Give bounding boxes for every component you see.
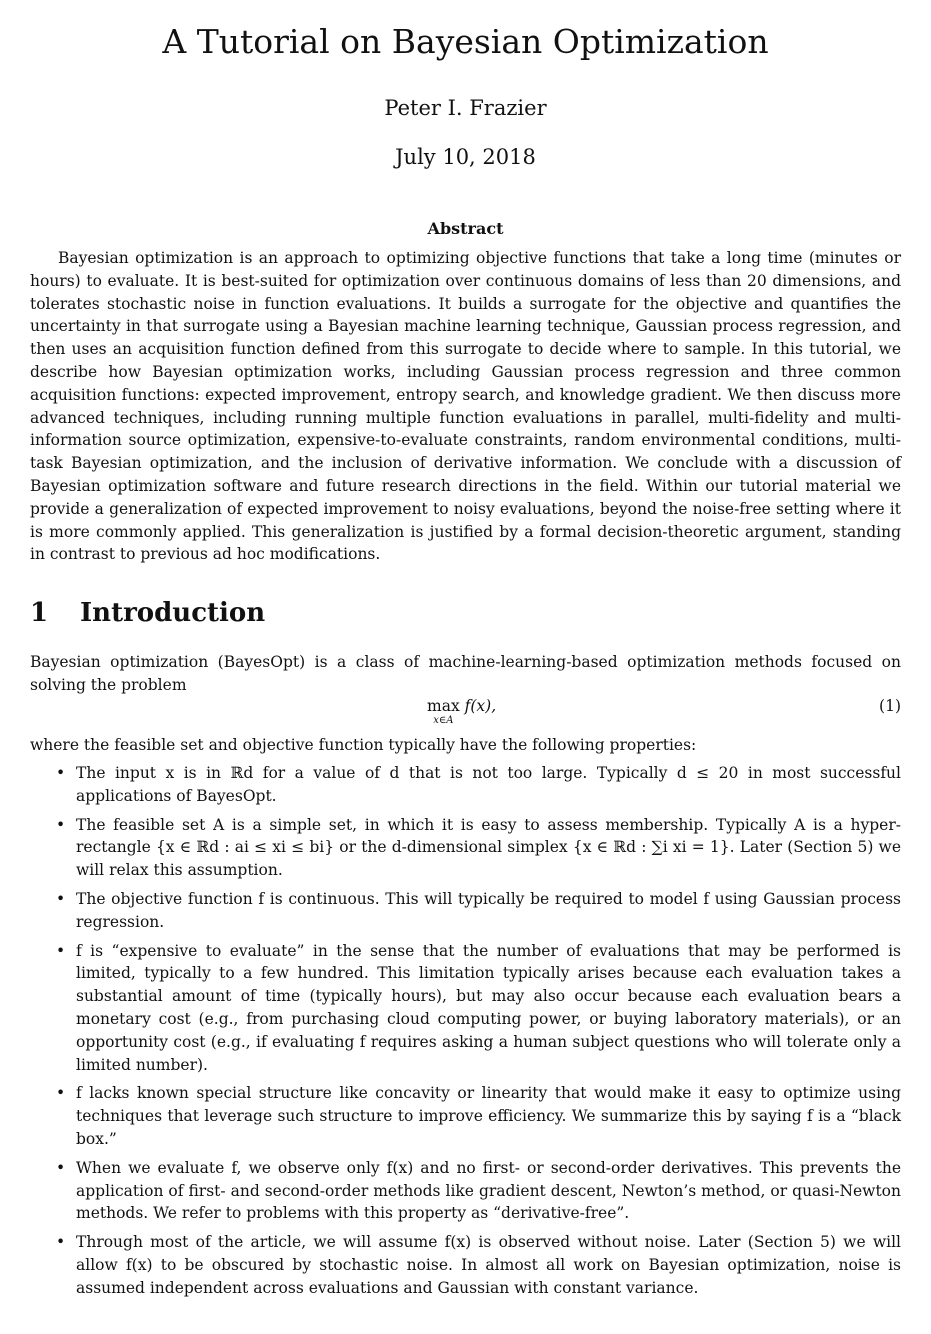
list-item-text: f lacks known special structure like concavity or linearity that would make it easy to optimize using techniques that leverage such structure to improve efficiency. We summarize this by saying f is a “black box.” xyxy=(76,1084,901,1148)
bullet-icon: • xyxy=(56,1158,66,1177)
bullet-icon: • xyxy=(56,1084,66,1103)
properties-list xyxy=(30,762,901,1306)
equation-expression xyxy=(427,696,496,726)
list-item-text: The objective function f is continuous. This will typically be required to model f using Gaussian process regression. xyxy=(76,889,901,931)
list-item xyxy=(30,1157,901,1225)
bullet-icon: • xyxy=(56,889,66,908)
list-item xyxy=(30,762,901,808)
bullet-icon: • xyxy=(56,764,66,782)
bullet-icon: • xyxy=(56,941,66,960)
list-item-text: When we evaluate f, we observe only f(x) and no first- or second-order derivatives. This prevents the application of first- and second-order methods like gradient descent, Newton’s method, or quasi-Newton methods. We refer to problems with this property as “derivative-free”. xyxy=(76,1158,901,1223)
intro-paragraph: Bayesian optimization (BayesOpt) is a class of machine-learning-based optimization methods focused on solving the problem xyxy=(30,653,901,694)
list-item xyxy=(30,1082,901,1150)
abstract-heading: Abstract xyxy=(427,219,504,238)
list-item-text: f is “expensive to evaluate” in the sense that the number of evaluations that may be performed is limited, typically to a few hundred. This limitation typically arises because each evaluation takes a substantial amount of time (typically hours), but may also occur because each evaluation bears a monetary cost (e.g., from purchasing cloud computing power, or buying laboratory materials), or an opportunity cost (e.g., if evaluating f requires asking a human subject questions who will tolerate only a limited number). xyxy=(76,941,901,1074)
max-operator-subscript: x∈A xyxy=(433,715,454,726)
list-item xyxy=(30,814,901,882)
max-operator-label: max xyxy=(427,697,460,715)
paper-title: A Tutorial on Bayesian Optimization xyxy=(162,22,769,61)
section-number: 1 xyxy=(30,598,49,628)
after-equation-text: where the feasible set and objective function typically have the following properties: xyxy=(30,736,697,754)
section-title: Introduction xyxy=(80,598,266,628)
bullet-icon: • xyxy=(56,1233,66,1252)
paper-date: July 10, 2018 xyxy=(395,145,536,169)
list-item xyxy=(30,1231,901,1299)
paper-author: Peter I. Frazier xyxy=(384,96,547,120)
equation-1 xyxy=(30,696,901,730)
max-operator xyxy=(427,696,460,726)
list-item xyxy=(30,888,901,934)
equation-number: (1) xyxy=(879,697,901,715)
list-item-text: The input x is in ℝd for a value of d that is not too large. Typically d ≤ 20 in most successful applications of BayesOpt. xyxy=(76,764,901,805)
section-heading xyxy=(30,598,901,628)
list-item xyxy=(30,940,901,1077)
equation-body: f(x), xyxy=(464,697,497,715)
list-item-text: Through most of the article, we will assume f(x) is observed without noise. Later (Section 5) we will allow f(x) to be obscured by stochastic noise. In almost all work on Bayesian optimization, noise is assumed independent across evaluations and Gaussian with constant variance. xyxy=(76,1233,901,1297)
bullet-icon: • xyxy=(56,815,66,834)
list-item-text: The feasible set A is a simple set, in which it is easy to assess membership. Typically A is a hyper-rectangle {x ∈ ℝd : ai ≤ xi ≤ bi} or the d-dimensional simplex {x ∈ ℝd : ∑i xi = 1}. Later (Section 5) we will relax this assumption. xyxy=(76,815,901,880)
abstract-text: Bayesian optimization is an approach to optimizing objective functions that take a long time (minutes or hours) to evaluate. It is best-suited for optimization over continuous domains of less than 20 dimensions, and tolerates stochastic noise in function evaluations. It builds a surrogate for the objective and quantifies the uncertainty in that surrogate using a Bayesian machine learning technique, Gaussian process regression, and then uses an acquisition function defined from this surrogate to decide where to sample. In this tutorial, we describe how Bayesian optimization works, including Gaussian process regression and three common acquisition functions: expected improvement, entropy search, and knowledge gradient. We then discuss more advanced techniques, including running multiple function evaluations in parallel, multi-fidelity and multi-information source optimization, expensive-to-evaluate constraints, random environmental conditions, multi-task Bayesian optimization, and the inclusion of derivative information. We conclude with a discussion of Bayesian optimization software and future research directions in the field. Within our tutorial material we provide a generalization of expected improvement to noisy evaluations, beyond the noise-free setting where it is more commonly applied. This generalization is justified by a formal decision-theoretic argument, standing in contrast to previous ad hoc modifications. xyxy=(30,249,901,564)
